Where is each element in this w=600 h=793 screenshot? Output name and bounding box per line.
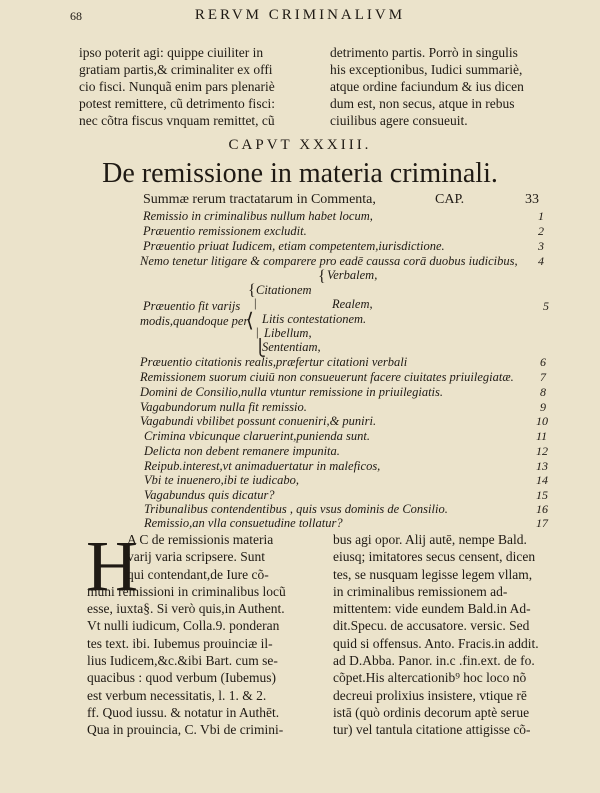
summary-item: Remissio in criminalibus nullum habet locum, bbox=[143, 209, 373, 223]
text-line: mittentem: vide eundem Bald.in Ad- bbox=[333, 601, 531, 617]
text-line: ipso poterit agi: quippe ciuiliter in bbox=[79, 45, 264, 60]
brace-mark: { bbox=[318, 268, 326, 285]
diagram-libellum: Libellum, bbox=[264, 326, 312, 340]
text-line: tur) vel tantula citatione attigisse cõ- bbox=[333, 722, 531, 738]
text-line: detrimento partis. Porrò in singulis bbox=[330, 45, 518, 60]
text-line: Vt nulli iudicum, Colla.9. ponderan bbox=[87, 618, 280, 634]
text-line: his exceptionibus, Iudici summariè, bbox=[330, 62, 523, 77]
summary-item: Nemo tenetur litigare & comparere pro eadē caussa corā duobus iudicibus, bbox=[140, 254, 518, 268]
summary-item: Domini de Consilio,nulla vtuntur remissione in priuilegiatis. bbox=[140, 385, 444, 399]
summary-label: Summæ rerum tractatarum in Commenta, bbox=[143, 192, 376, 207]
summary-item-number: 12 bbox=[536, 444, 548, 458]
brace-mark: | bbox=[254, 296, 257, 310]
summary-item-number: 14 bbox=[536, 473, 548, 487]
top-left-column bbox=[79, 44, 311, 129]
chapter-title: De remissione in materia criminali. bbox=[102, 158, 498, 189]
summary-item: Delicta non debent remanere impunita. bbox=[144, 444, 340, 458]
text-line: bus agi opor. Alij autē, nempe Bald. bbox=[333, 532, 527, 547]
text-line: ff. Quod iussu. & notatur in Authēt. bbox=[87, 704, 280, 720]
text-line: Qua in prouincia, C. Vbi de crimini- bbox=[87, 722, 284, 738]
text-line: lius Iudicem,&c.&ibi Bart. cum se- bbox=[87, 653, 278, 669]
running-title: RERVM CRIMINALIVM bbox=[194, 7, 406, 23]
chapter-heading: CAPVT XXXIII. bbox=[228, 137, 372, 153]
summary-item: Remissio,an vlla consuetudine tollatur? bbox=[144, 516, 343, 530]
summary-cap-number: 33 bbox=[525, 192, 539, 207]
brace-mark: ⎩ bbox=[254, 340, 266, 357]
text-line: muni remissioni in criminalibus locũ bbox=[87, 583, 286, 599]
drop-cap: H bbox=[86, 526, 138, 606]
text-line: ad D.Abba. Panor. in.c .fin.ext. de fo. bbox=[333, 653, 535, 669]
text-line: istā (quò ordinis decorum aptè serue bbox=[333, 704, 530, 720]
summary-item: Reipub.interest,vt animaduertatur in maleficos, bbox=[144, 459, 381, 473]
text-line: cio fisci. Nunquã enim pars plenariè bbox=[79, 79, 275, 94]
diagram-realem: Realem, bbox=[332, 297, 373, 311]
brace-mark: | bbox=[256, 325, 259, 339]
diagram-citationem: Citationem bbox=[256, 283, 312, 297]
text-line: esse, iuxta§. Si verò quis,in Authent. bbox=[87, 601, 285, 617]
text-line: eiusq; imitatores secus censent, dicen bbox=[333, 549, 536, 565]
text-line: potest remittere, cũ detrimento fisci: bbox=[79, 96, 276, 111]
summary-item-number: 3 bbox=[538, 239, 544, 253]
running-header bbox=[0, 7, 600, 27]
top-right-column bbox=[330, 44, 562, 129]
text-line: varij varia scripsere. Sunt bbox=[127, 549, 265, 565]
text-line: cõpet.His altercationib⁹ hoc loco nõ bbox=[333, 670, 527, 686]
brace-mark: ⟨ bbox=[246, 310, 254, 332]
summary-item-number: 16 bbox=[536, 502, 548, 516]
page-number: 68 bbox=[70, 9, 82, 23]
text-line: tes text. ibi. Iubemus prouinciæ il- bbox=[87, 635, 273, 651]
summary-item: Vbi te inuenero,ibi te iudicabo, bbox=[144, 473, 300, 487]
summary-item-number: 11 bbox=[536, 429, 548, 443]
summary-item: Præuentio remissionem excludit. bbox=[143, 224, 307, 238]
summary-item: Præuentio priuat Iudicem, etiam competentem,iurisdictione. bbox=[143, 239, 445, 253]
diagram-sententiam: Sententiam, bbox=[262, 340, 321, 354]
summary-item: Vagabundus quis dicatur? bbox=[144, 488, 275, 502]
diagram-left-line-2: modis,quandoque per bbox=[140, 314, 249, 328]
text-line: decreui prolixius insistere, vtique rē bbox=[333, 687, 527, 703]
text-line: est verbum necessitatis, l. 1. & 2. bbox=[87, 687, 267, 703]
summary-item: Vagabundorum nulla fit remissio. bbox=[140, 400, 307, 414]
text-line: tes, se nusquam legisse legem vllam, bbox=[333, 566, 533, 582]
summary-item-number: 15 bbox=[536, 488, 548, 502]
summary-heading bbox=[143, 192, 553, 208]
text-line: qui contendant,de Iure cõ- bbox=[127, 566, 269, 582]
body-left-column bbox=[86, 526, 319, 739]
summary-item-number: 10 bbox=[536, 414, 548, 428]
summary-item: Crimina vbicunque claruerint,punienda sunt. bbox=[144, 429, 371, 443]
text-line: quacibus : quod verbum (Iubemus) bbox=[87, 670, 276, 686]
text-line: quid si offensus. Anto. Fracis.in addit. bbox=[333, 635, 539, 651]
text-line: ciuilibus agere consueuit. bbox=[330, 113, 468, 128]
diagram-left-line-1: Præuentio fit varijs bbox=[143, 299, 241, 313]
summary-item-number: 17 bbox=[536, 516, 548, 530]
summary-item-number: 4 bbox=[538, 254, 544, 268]
summary-item-number: 8 bbox=[540, 385, 546, 399]
summary-item-number: 9 bbox=[540, 400, 546, 414]
text-line: dit.Specu. de accusatore. versic. Sed bbox=[333, 618, 530, 634]
summary-item-number: 7 bbox=[540, 370, 546, 384]
text-line: A C de remissionis materia bbox=[127, 532, 274, 547]
text-line: in criminalibus remissionem ad- bbox=[333, 583, 508, 599]
summary-item: Tribunalibus contendentibus , quis vsus dominis de Consilio. bbox=[144, 502, 448, 516]
text-line: nec cõtra fiscus vnquam remittet, cũ bbox=[79, 113, 275, 128]
summary-item-number: 13 bbox=[536, 459, 548, 473]
summary-item-number: 5 bbox=[543, 299, 549, 313]
text-line: dum est, non secus, atque in rebus bbox=[330, 96, 515, 111]
body-right-column bbox=[333, 531, 568, 739]
text-line: atque ordine faciundum & ius dicen bbox=[330, 79, 524, 94]
summary-item: Vagabundi vbilibet possunt conueniri,& puniri. bbox=[140, 414, 377, 428]
summary-item: Præuentio citationis realis,præfertur citationi verbali bbox=[140, 355, 408, 369]
summary-item-number: 6 bbox=[540, 355, 546, 369]
summary-item: Remissionem suorum ciuiū non consueuerunt facere ciuitates priuilegiatæ. bbox=[140, 370, 514, 384]
diagram-verbalem: Verbalem, bbox=[327, 268, 378, 282]
summary-cap: CAP. bbox=[435, 192, 465, 207]
diagram-litis: Litis contestationem. bbox=[262, 312, 367, 326]
summary-item-number: 2 bbox=[538, 224, 544, 238]
summary-item-number: 1 bbox=[538, 209, 544, 223]
brace-mark: { bbox=[248, 282, 256, 299]
text-line: gratiam partis,& criminaliter ex offi bbox=[79, 62, 273, 77]
